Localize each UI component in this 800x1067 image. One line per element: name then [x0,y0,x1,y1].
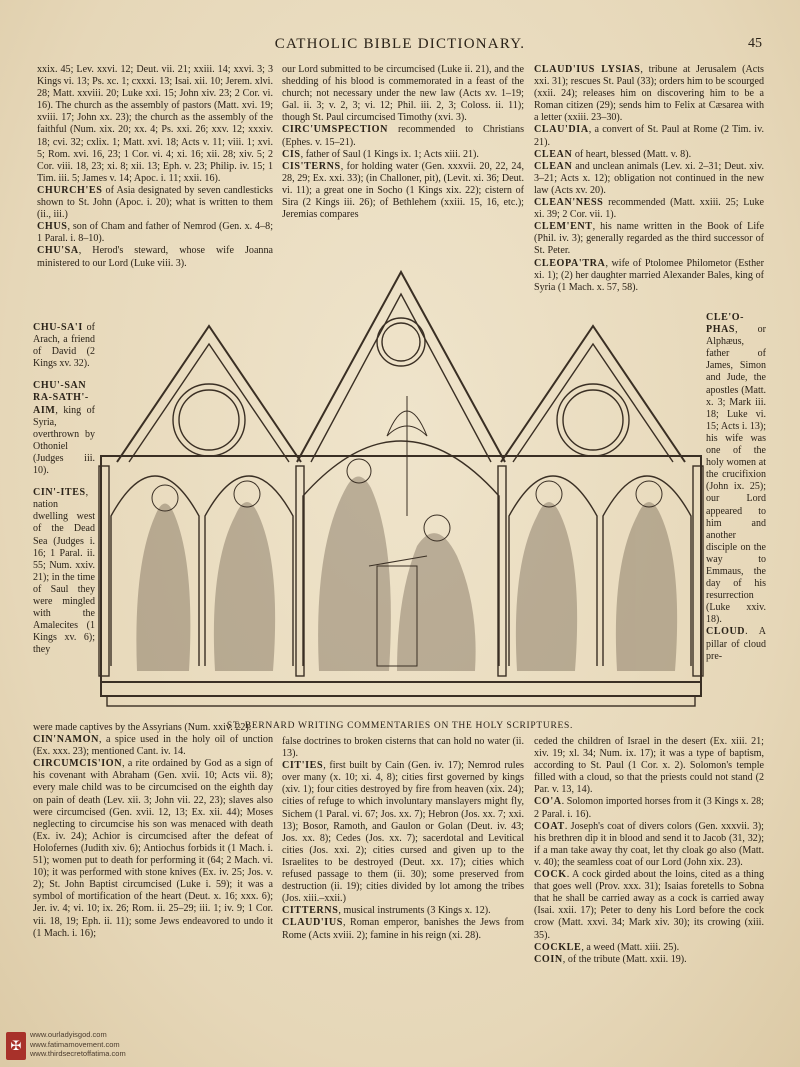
entry-term: CHU'SA [37,245,79,257]
entry-term: CIN'-ITES [33,487,86,499]
dictionary-entry [37,64,273,185]
left-narrow-column [33,312,95,666]
entry-text: , king of Syria, overthrown by Othoniel (Judges iii. 10). [33,404,95,477]
entry-text: our Lord submitted to be circumcised (Luke ii. 21), and the shedding of his blood is commemorated in a feast of the church; not necessary under the new law (Acts xv. 1–19; Gal. ii. 3; v. 2, 3; vi. 12; Phil. iii. 2, 3; Coloss. ii. 11); though St. Paul circumcised Timothy (xvi. 3). [282,64,524,124]
column-2-top [282,64,524,221]
entry-term: CIT'IES [282,760,324,772]
dictionary-entry [33,758,273,939]
entry-term: CIN'NAMON [33,734,99,746]
st-bernard-illustration [97,266,705,722]
dictionary-entry [534,942,764,954]
entry-text: ceded the children of Israel in the desert (Ex. xiii. 21; xiv. 19; xl. 34; Num. ix. 17); it was a type of baptism, according to St. Paul (1 Cor. x. 2). Solomon's temple filled with a cloud, so that the priests could not stand (2 Par. v. 13, 14). [534,736,764,796]
entry-text: , nation dwelling west of the Dead Sea (Judges i. 16; 1 Paral. ii. 55; Num. xxiv. 21); in the time of Saul they were mingled with the Amalecites (1 Kings xv. 6); they [33,487,95,656]
dictionary-entry [282,64,524,124]
entry-term: CLAUD'IUS LYSIAS [534,64,641,75]
dictionary-entry [37,221,273,245]
entry-term: CLEOPA'TRA [534,257,606,269]
entry-text: recommended (Matt. xxiii. 25; Luke xi. 39; 2 Cor. vii. 1). [534,197,764,221]
entry-term: CO'A [534,796,562,808]
dictionary-entry [282,760,524,905]
dictionary-entry [534,869,764,942]
dictionary-entry [33,322,95,370]
entry-text: , a convert of St. Paul at Rome (2 Tim. iv. 21). [534,124,764,148]
entry-text: , wife of Ptolomee Philometor (Esther xi. 1); (2) her daughter married Alexander Bales, king of Syria (1 Mach. x. 57, 58). [534,257,764,293]
dictionary-entry [534,64,764,124]
entry-term: COAT [534,820,565,832]
entry-term: CLAU'DIA [534,124,589,136]
dictionary-entry [534,736,764,796]
entry-text: , a weed (Matt. xiii. 25). [581,941,680,953]
dictionary-entry [33,380,95,477]
page-title: CATHOLIC BIBLE DICTIONARY. [274,36,526,52]
footer-url[interactable]: www.thirdsecretoffatima.com [30,1049,126,1058]
page-header [0,36,800,58]
entry-term: CLEM'ENT [534,221,593,233]
footer-watermark [6,1030,206,1064]
entry-term: COCKLE [534,941,582,953]
entry-term: CITTERNS [282,905,339,917]
dictionary-entry [534,796,764,820]
entry-term: CIS [282,148,301,160]
dictionary-entry [534,197,764,221]
footer-url[interactable]: www.fatimamovement.com [30,1039,120,1049]
dictionary-entry [534,161,764,197]
entry-text: recommended to Christians (Ephes. v. 15–21). [282,124,524,148]
entry-text: . A cock girded about the loins, cited as a thing that goes well (Prov. xxx. 31); Isaias foretells to Sobna that he shall be carried away as a cock is carried away (Isai. xxii. 17); Peter to deny his Lord before the cock crow (Matt. xxvi. 34; Mark xiv. 30); its crowing (xiii. 35). [534,869,764,941]
entry-text: , tribune at Jerusalem (Acts xxi. 31); rescues St. Paul (33); orders him to be scourged (xxii. 24); releases him on discovering him to be a Roman citizen (29); sends him to Felix at Cæsarea with a letter (xxiii. 23–30). [534,64,764,124]
entry-term: CLEAN'NESS [534,197,604,209]
dictionary-entry [33,722,273,734]
entry-term: COCK [534,869,567,881]
dictionary-entry [282,161,524,221]
entry-text: , first built by Cain (Gen. iv. 17); Nemrod rules over many (x. 10; xi. 4, 8); cities first governed by kings (xiv. 1); four cities destroyed by fire from heaven (xix. 24); cities of refuge to which involuntary manslayers might fly, Sichem (1 Paral. vi. 67; Jos. xx. 7); Hebron (Jos. xx. 7; xxi. 13); Bosor, Ramoth, and Gaulon or Golan (Deut. iv. 43; Jos. xx. 8); Cedes (Jos. xx. 7); sacerdotal and Levitical cities (Jos. xxi. 2); cities cursed and given up to the Israelites to be destroyed (Deut. xx. 17); cities which refused passage to them (ii. 30); some preserved from destruction (ii. 19); cities divided by lot among the tribes (Jos. xiii.–xxii.) [282,760,524,905]
dictionary-entry [534,149,764,161]
column-3-bottom [534,736,764,966]
right-narrow-column [706,312,766,663]
entry-term: CHURCH'ES [37,184,103,196]
entry-text: , a spice used in the holy oil of unction (Ex. xxx. 23); mentioned Cant. iv. 14. [33,734,273,758]
dictionary-entry [282,917,524,941]
entry-term: CLE'O-PHAS [706,312,745,336]
entry-text: xxix. 45; Lev. xxvi. 12; Deut. vii. 21; xxiii. 14; xxvi. 3; 3 Kings vi. 13; Ps. xc. 1; cxxxi. 13; Isai. xii. 10; Jerem. xlvi. 28; Matt. xxviii. 20; Luke xxi. 15; John xiv. 23; 2 Cor. vi. 16). The church as the assembly of pastors (Matt. xvi. 19; xviii. 17; John xx. 23); the church as the assembly of the faithful (Num. xix. 20; xx. 4; Ps. xxi. 26; xxv. 12; xxxiv. 18; cvi. 32; cxlix. 1; Matt. xvi. 18; Acts v. 11; viii. 1; xvi. 5; Rom. xvi. 16, 23; 1 Cor. vi. 4; xi. 16; xii. 28; xiv. 5; 2 Cor. viii. 18, 23; xi. 8; xii. 13; Eph. v. 23; Philip. iv. 15; 1 Tim. iii. 5; James v. 14; Apoc. i. 11; xxii. 16). [37,64,273,184]
entry-text: of Arach, a friend of David (2 Kings xv. 32). [33,322,95,370]
entry-text: . A pillar of cloud pre- [706,626,766,662]
dictionary-entry [534,221,764,257]
entry-text: , a rite ordained by God as a sign of his covenant with Abraham (Gen. xvii. 10; Acts vii. 8); every male child was to be circumcised on the eighth day on pain of death (Lev. xii. 3; John vii. 22, 23); slaves also were circumcised (Gen. xvii. 12, 13; Ex. xii. 44); Moses neglecting to circumcise his son was menaced with death (Ex. iv. 24); Achior is circumcised after the defeat of Holofernes (Judith xiv. 6); Antiochus forbids it (1 Mach. i. 51); women put to death for performing it (64; 2 Mach. vi. 10); it was performed with stone knives (Ex. iv. 25; Jos. v. 2); St. John Baptist circumcised (Luke i. 59); it was a symbol of mortification of the heart (Deut. x. 16; xxx. 6); Jer. iv. 4; vi. 10; ix. 26; Rom. ii. 25–29; iii. 1; iv. 9; 1 Cor. vii. 18, 19; Eph. ii. 11); some Jews endeavored to undo it (1 Mach. i. 16); [33,758,273,939]
entry-term: CIRCUMCIS'ION [33,758,123,770]
entry-text: of Asia designated by seven candlesticks shown to St. John (Apoc. i. 20); what is written to them (ii., iii.) [37,184,273,221]
dictionary-entry [534,821,764,869]
entry-text: false doctrines to broken cisterns that can hold no water (ii. 13). [282,736,524,760]
dictionary-entry [534,954,764,966]
footer-url[interactable]: www.ourladyisgod.com [30,1030,107,1039]
dictionary-entry [282,736,524,760]
footer-urls [30,1030,126,1059]
entry-text: of heart, blessed (Matt. v. 8). [572,148,692,160]
entry-term: CLEAN [534,148,573,160]
column-2-bottom [282,736,524,942]
dictionary-entry [33,487,95,656]
dictionary-entry [282,905,524,917]
illustration-caption: ST. BERNARD WRITING COMMENTARIES ON THE HOLY SCRIPTURES. [226,721,574,731]
entry-text: , or Alphæus, father of James, Simon and Jude, the apostles (Matt. x. 3; Mark iii. 18; Luke vi. 15; Acts i. 13); his wife was one of the holy women at the crucifixion (John ix. 25); our Lord appeared to him and another disciple on the way to Emmaus, the day of his resurrection (Luke xxiv. 18). [706,324,766,626]
dictionary-entry [282,124,524,148]
dictionary-entry [33,734,273,758]
entry-text: were made captives by the Assyrians (Num. xxiv. 22). [33,722,252,733]
column-1-top [37,64,273,270]
entry-text: . Joseph's coat of divers colors (Gen. xxxvii. 3); his brethren dip it in blood and send it to Jacob (31, 32); if a man take away thy coat, let thy cloak go also (Matt. v. 40); the seamless coat of our Lord (John xix. 23). [534,820,764,868]
entry-text: , son of Cham and father of Nemrod (Gen. x. 4–8; 1 Paral. i. 8–10). [37,221,273,245]
dictionary-entry [534,124,764,148]
column-1-bottom [33,722,273,940]
entry-term: COIN [534,953,563,965]
cross-logo-icon: ✠ [6,1032,26,1060]
entry-text: and unclean animals (Lev. xi. 2–31; Deut. xiv. 3–21; Acts x. 12); obligation not continued in the new law (Acts xv. 20). [534,160,764,196]
dictionary-entry [706,312,766,626]
column-3-top [534,64,764,294]
entry-text: , for holding water (Gen. xxxvii. 20, 22, 24, 28, 29; Ex. xxi. 33); (in Challoner, pit), (Levit. xi. 36; Deut. vi. 11); a great one in Socho (1 Kings xix. 22); cistern of Sira (2 Kings iii. 26); of Bethlehem (xxiii. 15, 16, etc.); Jeremias compares [282,160,524,221]
entry-text: , father of Saul (1 Kings ix. 1; Acts xiii. 21). [300,148,479,160]
entry-text: . Solomon imported horses from it (3 Kings x. 28; 2 Paral. i. 16). [534,796,764,820]
entry-term: CHUS [37,221,68,233]
entry-term: CLOUD [706,626,746,638]
dictionary-entry [706,626,766,662]
entry-term: CIRC'UMSPECTION [282,124,389,136]
entry-text: , Herod's steward, whose wife Joanna ministered to our Lord (Luke viii. 3). [37,245,273,269]
dictionary-entry [37,185,273,221]
entry-term: CLAUD'IUS [282,917,343,929]
entry-text: , musical instruments (3 Kings x. 12). [338,905,491,917]
entry-term: CLEAN [534,160,573,172]
entry-term: CIS'TERNS [282,160,341,172]
page-number: 45 [748,36,762,51]
entry-term: CHU'-SAN RA-SATH'-AIM [33,380,89,416]
entry-term: CHU-SA'I [33,322,83,333]
dictionary-entry [282,149,524,161]
entry-text: , his name written in the Book of Life (Phil. iv. 3); generally regarded as the third successor of St. Peter. [534,221,764,257]
entry-text: , of the tribute (Matt. xxii. 19). [562,953,687,965]
entry-text: , Roman emperor, banishes the Jews from Rome (Acts xviii. 2); famine in his reign (xi. 28). [282,917,524,941]
